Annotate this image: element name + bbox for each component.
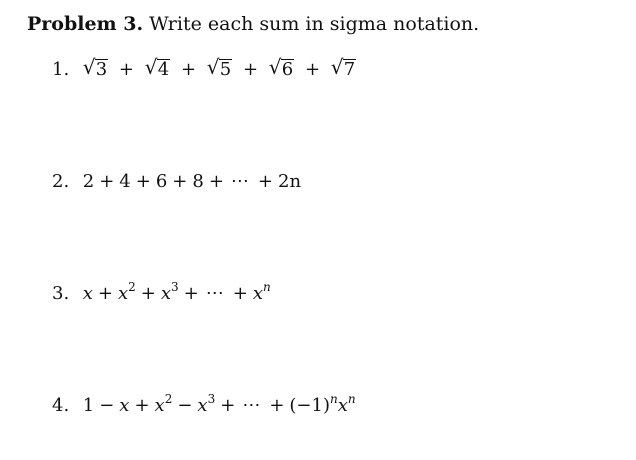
variable: x (337, 395, 348, 416)
sqrt-term: √ 5 (206, 55, 232, 80)
problem-heading (27, 12, 479, 36)
exponent: 2 (164, 392, 173, 406)
exponent: n (330, 392, 338, 406)
term: 4 (119, 171, 131, 192)
last-term: 2n (278, 171, 302, 192)
plus-operator: + (242, 59, 259, 80)
ellipsis: ⋯ (205, 283, 226, 304)
item-number: 4. (52, 395, 70, 416)
term: 1 (82, 395, 95, 416)
item-number: 3. (52, 283, 70, 304)
exponent: 3 (207, 392, 216, 406)
variable: x (252, 283, 264, 304)
variable: x (154, 395, 165, 416)
problem-item-2: 2. 2 + 4 + 6 + 8 + ⋯ + 2n (52, 171, 302, 192)
sqrt-term: √ 4 (144, 55, 170, 80)
negative-one: (−1) (289, 395, 330, 416)
exponent: 3 (171, 280, 179, 294)
exponent: 2 (128, 280, 136, 294)
plus-operator: + (118, 59, 135, 80)
ellipsis: ⋯ (230, 171, 251, 192)
problem-item-3: 3. $x + x^2 + x^3$ + ⋯ + $x^n$ (52, 280, 271, 304)
sqrt-term: √ 6 (268, 55, 294, 80)
plus-operator: + (180, 59, 197, 80)
sqrt-term: √ 3 (82, 55, 108, 80)
problem-item-4: 4. $1 - x + x^2 - x^3$ + ⋯ + $(-1)^nx^n$ (52, 392, 356, 416)
plus-operator: + (304, 59, 321, 80)
exponent: n (347, 392, 356, 406)
exponent: n (263, 280, 271, 294)
variable: x (160, 283, 172, 304)
problem-label: Problem 3. (27, 13, 144, 35)
ellipsis: ⋯ (242, 395, 263, 416)
variable: x (117, 283, 129, 304)
variable: x (119, 395, 130, 416)
sqrt-term: √ 7 (330, 55, 356, 80)
problem-instruction: Write each sum in sigma notation. (149, 13, 480, 35)
term: 6 (155, 171, 168, 192)
term: 8 (192, 171, 204, 192)
variable: x (82, 283, 93, 304)
problem-item-1 (52, 55, 356, 82)
term: 2 (82, 171, 95, 192)
item-number: 1. (52, 59, 70, 80)
variable: x (197, 395, 208, 416)
item-number: 2. (52, 171, 70, 192)
